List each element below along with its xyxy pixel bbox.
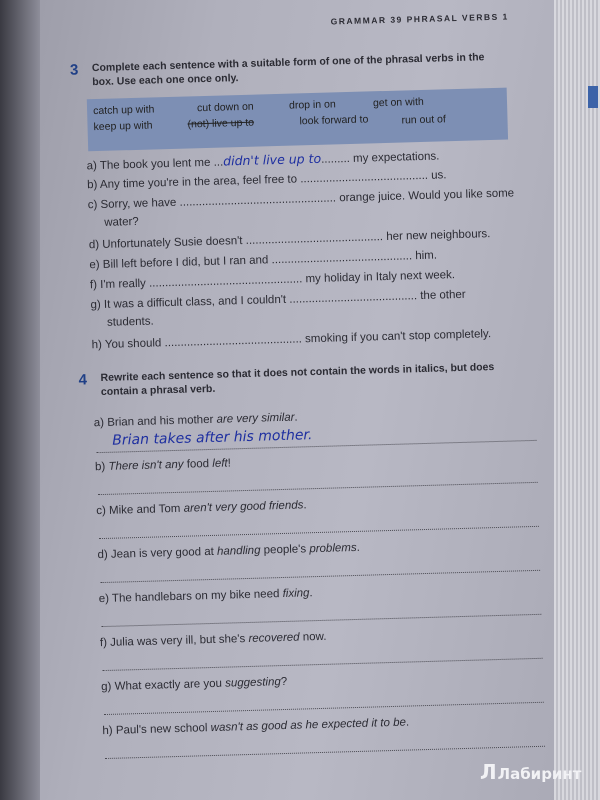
exercise-4-item-b: [95, 457, 231, 473]
italic-text: fixing: [282, 587, 310, 601]
item-text: Brian and his mother: [107, 413, 217, 429]
instruction-line: contain a phrasal verb.: [100, 382, 216, 399]
item-text: water?: [104, 215, 139, 229]
answer-line[interactable]: [98, 481, 538, 495]
exercise-3-item-f: [90, 269, 455, 291]
item-text: Jean is very good at: [110, 545, 218, 561]
watermark-text: Лабиринт: [497, 765, 582, 783]
item-text: !: [227, 457, 232, 470]
item-label: g): [101, 680, 112, 694]
instruction-line: Complete each sentence with a suitable form of one of the phrasal verbs in the: [91, 51, 485, 75]
item-text: Any time you're in the area, feel free to ........................................ us.: [99, 169, 447, 191]
item-label: d): [88, 239, 100, 252]
item-text: .: [356, 541, 361, 554]
item-text: food: [183, 457, 213, 471]
exercise-4-item-h: [102, 717, 409, 738]
item-label: c): [87, 199, 98, 212]
exercise-4-item-a: [94, 412, 298, 430]
exercise-3-item-e: [89, 250, 437, 272]
box-verb: drop in on: [288, 98, 336, 112]
labirint-logo-icon: Л: [480, 760, 497, 784]
exercise-3-instruction: [92, 50, 485, 89]
exercise-4-item-c: [96, 499, 307, 517]
page-header: GRAMMAR 39 PHRASAL VERBS 1: [330, 11, 509, 27]
exercise-4-item-e: [99, 587, 313, 605]
box-verb: keep up with: [93, 119, 153, 134]
item-label: e): [89, 258, 100, 272]
handwritten-answer: Brian takes after his mother.: [112, 427, 313, 449]
page-marker-tab: [588, 86, 598, 108]
box-verb: cut down on: [196, 100, 254, 115]
item-label: h): [91, 338, 103, 352]
item-label: a): [86, 160, 98, 173]
item-label: b): [94, 460, 106, 474]
item-text: Paul's new school: [115, 722, 211, 737]
item-label: h): [102, 724, 113, 738]
italic-text: are very similar: [216, 411, 295, 426]
exercise-3-item-g-cont: [107, 316, 154, 329]
page-edges: [554, 0, 600, 800]
item-label: a): [93, 416, 105, 430]
box-verb: catch up with: [92, 103, 155, 118]
box-verb: run out of: [401, 113, 447, 127]
instruction-line: Rewrite each sentence so that it does not contain the words in italics, but does: [100, 361, 495, 385]
exercise-4-item-f: [100, 631, 327, 649]
item-text: Unfortunately Susie doesn't ........................................... her new neighbours.: [102, 228, 491, 251]
item-text: The handlebars on my bike need: [111, 588, 283, 605]
answer-line[interactable]: [100, 569, 540, 583]
watermark-logo: [480, 760, 582, 784]
exercise-3-item-h: [91, 328, 491, 351]
item-label: e): [98, 592, 110, 606]
item-text: Sorry, we have ................................................. orange juice. Would you like some: [100, 187, 515, 211]
item-text: You should ........................................... smoking if you can't stop completely.: [104, 328, 492, 351]
item-text: I'm really ................................................ my holiday in Italy next week.: [100, 269, 456, 291]
instruction-line: box. Use each one once only.: [92, 72, 239, 89]
item-label: f): [99, 636, 108, 650]
book-gutter: [0, 0, 40, 800]
item-text: people's: [260, 543, 310, 557]
box-verb-crossed-out: (not) live up to: [187, 116, 255, 131]
exercise-4-item-g: [101, 676, 287, 693]
italic-text: wasn't as good as he expected it to be: [210, 716, 407, 735]
exercise-4-instruction: [100, 360, 494, 399]
item-text: .: [309, 587, 313, 600]
italic-text: left: [212, 457, 228, 470]
italic-text: problems: [309, 541, 357, 556]
italic-text: suggesting: [225, 676, 281, 690]
exercise-3-item-c-cont: [104, 216, 139, 229]
exercise-3-item-g: [90, 289, 465, 311]
exercise-3-number: 3: [69, 61, 79, 79]
exercise-4-item-d: [97, 542, 360, 561]
answer-line[interactable]: [103, 657, 543, 671]
answer-line[interactable]: [101, 613, 541, 627]
exercise-4-number: 4: [78, 371, 88, 389]
exercise-3-item-a: [86, 147, 439, 172]
italic-text: aren't very good friends: [183, 499, 304, 515]
item-label: b): [87, 179, 98, 192]
handwritten-answer: didn't live up to: [222, 150, 322, 169]
italic-text: handling: [216, 544, 261, 558]
item-text: Julia was very ill, but she's: [110, 632, 249, 649]
item-label: d): [97, 548, 108, 562]
item-text: Mike and Tom: [108, 502, 184, 517]
item-text: .: [405, 716, 410, 729]
item-text: now.: [299, 630, 327, 644]
item-text: What exactly are you: [114, 677, 226, 693]
italic-text: recovered: [248, 631, 300, 645]
item-text: students.: [106, 315, 154, 329]
exercise-3-item-b: [87, 169, 447, 191]
item-text: .: [303, 499, 307, 512]
italic-text: There isn't any: [108, 458, 184, 473]
phrasal-verb-box: [87, 88, 508, 152]
item-text: It was a difficult class, and I couldn't ........................................ the other: [103, 288, 466, 311]
item-label: c): [96, 504, 107, 518]
item-label: g): [90, 298, 101, 312]
exercise-3-item-d: [89, 228, 491, 251]
item-text: The book you lent me ...: [99, 156, 224, 172]
answer-line[interactable]: [105, 745, 545, 759]
item-text: ......... my expectations.: [320, 150, 440, 166]
answer-line[interactable]: [104, 701, 544, 715]
exercise-3-item-c: [88, 187, 515, 211]
box-verb: look forward to: [299, 113, 369, 128]
item-text: Bill left before I did, but I ran and ............................................ him.: [102, 249, 438, 271]
item-text: ?: [280, 675, 288, 689]
item-text: .: [294, 411, 298, 424]
answer-line[interactable]: [99, 525, 539, 539]
box-verb: get on with: [372, 95, 424, 110]
item-label: f): [89, 279, 98, 292]
page-content: [60, 0, 562, 800]
